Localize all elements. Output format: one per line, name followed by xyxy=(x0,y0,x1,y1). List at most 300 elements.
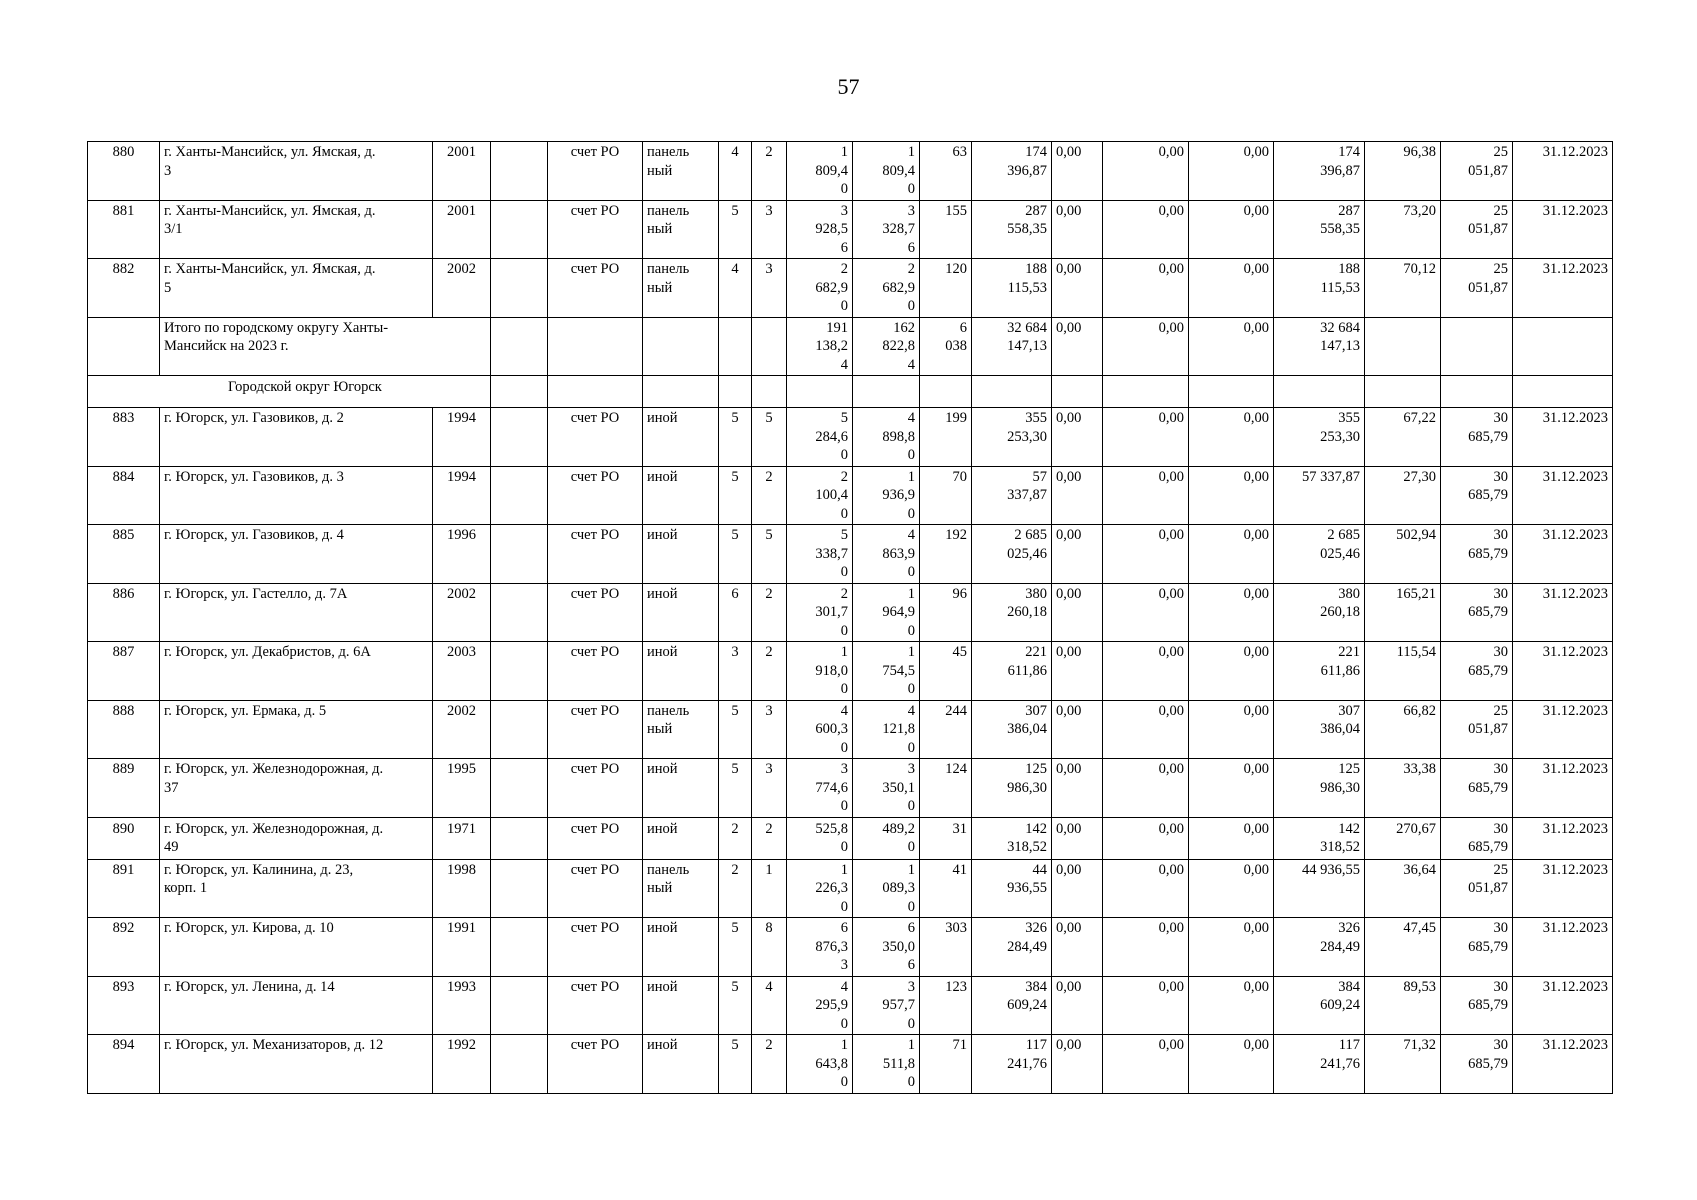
cell-area-total: 3 928,5 6 xyxy=(787,200,853,259)
cell-area-total: 2 100,4 0 xyxy=(787,466,853,525)
cell-empty xyxy=(491,466,548,525)
cell-area-total: 191 138,2 4 xyxy=(787,317,853,376)
cell-cost-c: 0,00 xyxy=(1189,317,1274,376)
cell-cost-owners: 174 396,87 xyxy=(1274,142,1365,201)
capital-repair-table xyxy=(87,141,1613,1094)
cell-area-total: 3 774,6 0 xyxy=(787,759,853,818)
cell-unit-cost: 66,82 xyxy=(1365,700,1441,759)
cell-max-cost: 25 051,87 xyxy=(1441,200,1513,259)
cell-cost-total: 125 986,30 xyxy=(972,759,1052,818)
cell-empty xyxy=(787,376,853,408)
cell-entrances: 1 xyxy=(752,859,787,918)
table-row xyxy=(88,259,1613,318)
cell-cost-c: 0,00 xyxy=(1189,642,1274,701)
cell-unit-cost: 502,94 xyxy=(1365,525,1441,584)
cell-fund: счет РО xyxy=(548,259,643,318)
cell-floors: 5 xyxy=(719,408,752,467)
cell-deadline: 31.12.2023 xyxy=(1513,408,1613,467)
cell-cost-b: 0,00 xyxy=(1103,642,1189,701)
cell-cost-owners: 57 337,87 xyxy=(1274,466,1365,525)
cell-entrances: 2 xyxy=(752,142,787,201)
cell-area-living: 1 754,5 0 xyxy=(853,642,920,701)
cell-material: иной xyxy=(643,408,719,467)
cell-cost-b: 0,00 xyxy=(1103,817,1189,859)
cell-material: иной xyxy=(643,466,719,525)
cell-area-total: 6 876,3 3 xyxy=(787,918,853,977)
cell-deadline: 31.12.2023 xyxy=(1513,142,1613,201)
cell-area-living: 4 863,9 0 xyxy=(853,525,920,584)
section-title: Городской округ Югорск xyxy=(88,376,491,408)
cell-cost-total: 188 115,53 xyxy=(972,259,1052,318)
cell-cost-a: 0,00 xyxy=(1052,1035,1103,1094)
cell-cost-c: 0,00 xyxy=(1189,525,1274,584)
cell-fund: счет РО xyxy=(548,1035,643,1094)
cell-empty xyxy=(1513,376,1613,408)
cell-fund: счет РО xyxy=(548,583,643,642)
cell-year: 1971 xyxy=(433,817,491,859)
cell-address: г. Ханты-Мансийск, ул. Ямская, д. 3 xyxy=(160,142,433,201)
cell-cost-a: 0,00 xyxy=(1052,200,1103,259)
cell-empty xyxy=(548,376,643,408)
cell-entrances: 2 xyxy=(752,466,787,525)
cell-cost-b: 0,00 xyxy=(1103,317,1189,376)
cell-cost-b: 0,00 xyxy=(1103,408,1189,467)
cell-deadline: 31.12.2023 xyxy=(1513,976,1613,1035)
cell-max-cost: 30 685,79 xyxy=(1441,583,1513,642)
cell-area-total: 5 284,6 0 xyxy=(787,408,853,467)
cell-area-total: 2 682,9 0 xyxy=(787,259,853,318)
cell-cost-b: 0,00 xyxy=(1103,259,1189,318)
cell-cost-a: 0,00 xyxy=(1052,408,1103,467)
cell-deadline: 31.12.2023 xyxy=(1513,466,1613,525)
cell-floors: 6 xyxy=(719,583,752,642)
cell-empty xyxy=(491,817,548,859)
cell-entrances: 3 xyxy=(752,759,787,818)
section-header-row xyxy=(88,376,1613,408)
cell-cost-c: 0,00 xyxy=(1189,976,1274,1035)
cell-max-cost: 25 051,87 xyxy=(1441,259,1513,318)
cell-area-total: 5 338,7 0 xyxy=(787,525,853,584)
cell-cost-b: 0,00 xyxy=(1103,859,1189,918)
cell-unit-cost: 27,30 xyxy=(1365,466,1441,525)
cell-material: иной xyxy=(643,642,719,701)
cell-area-living: 2 682,9 0 xyxy=(853,259,920,318)
cell-empty xyxy=(1365,376,1441,408)
table-body xyxy=(88,142,1613,1094)
cell-cost-c: 0,00 xyxy=(1189,918,1274,977)
cell-area-living: 6 350,0 6 xyxy=(853,918,920,977)
cell-address: г. Ханты-Мансийск, ул. Ямская, д. 3/1 xyxy=(160,200,433,259)
cell-area-living: 4 898,8 0 xyxy=(853,408,920,467)
cell-floors: 5 xyxy=(719,466,752,525)
table-row xyxy=(88,642,1613,701)
cell-unit-cost: 70,12 xyxy=(1365,259,1441,318)
cell-address: г. Югорск, ул. Железнодорожная, д. 37 xyxy=(160,759,433,818)
cell-max-cost: 30 685,79 xyxy=(1441,525,1513,584)
table-row xyxy=(88,466,1613,525)
cell-cost-a: 0,00 xyxy=(1052,700,1103,759)
cell-material: иной xyxy=(643,1035,719,1094)
cell-fund: счет РО xyxy=(548,859,643,918)
cell-cost-owners: 44 936,55 xyxy=(1274,859,1365,918)
cell-entrances: 4 xyxy=(752,976,787,1035)
cell-address: г. Югорск, ул. Кирова, д. 10 xyxy=(160,918,433,977)
cell-cost-total: 384 609,24 xyxy=(972,976,1052,1035)
cell-residents: 31 xyxy=(920,817,972,859)
cell-entrances: 3 xyxy=(752,700,787,759)
cell-cost-owners: 142 318,52 xyxy=(1274,817,1365,859)
cell-number: 889 xyxy=(88,759,160,818)
cell-cost-total: 287 558,35 xyxy=(972,200,1052,259)
cell-deadline: 31.12.2023 xyxy=(1513,859,1613,918)
cell-address: г. Югорск, ул. Декабристов, д. 6А xyxy=(160,642,433,701)
cell-empty xyxy=(643,317,719,376)
cell-cost-owners: 125 986,30 xyxy=(1274,759,1365,818)
cell-year: 1996 xyxy=(433,525,491,584)
cell-area-total: 1 643,8 0 xyxy=(787,1035,853,1094)
cell-empty xyxy=(491,259,548,318)
cell-unit-cost: 96,38 xyxy=(1365,142,1441,201)
cell-number: 892 xyxy=(88,918,160,977)
cell-max-cost: 25 051,87 xyxy=(1441,859,1513,918)
cell-number: 890 xyxy=(88,817,160,859)
cell-cost-c: 0,00 xyxy=(1189,1035,1274,1094)
cell-empty xyxy=(491,700,548,759)
cell-cost-total: 117 241,76 xyxy=(972,1035,1052,1094)
cell-floors: 5 xyxy=(719,759,752,818)
page-number: 57 xyxy=(837,74,860,99)
cell-max-cost: 25 051,87 xyxy=(1441,700,1513,759)
table-row xyxy=(88,408,1613,467)
cell-residents: 71 xyxy=(920,1035,972,1094)
cell-empty xyxy=(1274,376,1365,408)
cell-cost-owners: 32 684 147,13 xyxy=(1274,317,1365,376)
cell-address: г. Югорск, ул. Механизаторов, д. 12 xyxy=(160,1035,433,1094)
cell-fund: счет РО xyxy=(548,700,643,759)
cell-deadline: 31.12.2023 xyxy=(1513,259,1613,318)
cell-empty xyxy=(491,859,548,918)
cell-entrances: 3 xyxy=(752,200,787,259)
cell-cost-owners: 287 558,35 xyxy=(1274,200,1365,259)
cell-unit-cost: 115,54 xyxy=(1365,642,1441,701)
cell-fund: счет РО xyxy=(548,759,643,818)
cell-address: г. Югорск, ул. Железнодорожная, д. 49 xyxy=(160,817,433,859)
cell-residents: 155 xyxy=(920,200,972,259)
cell-fund: счет РО xyxy=(548,976,643,1035)
cell-deadline: 31.12.2023 xyxy=(1513,642,1613,701)
cell-material: иной xyxy=(643,976,719,1035)
cell-empty xyxy=(972,376,1052,408)
cell-area-total: 1 918,0 0 xyxy=(787,642,853,701)
cell-cost-total: 221 611,86 xyxy=(972,642,1052,701)
cell-deadline: 31.12.2023 xyxy=(1513,525,1613,584)
cell-cost-total: 57 337,87 xyxy=(972,466,1052,525)
total-row xyxy=(88,317,1613,376)
cell-number xyxy=(88,317,160,376)
cell-cost-b: 0,00 xyxy=(1103,142,1189,201)
cell-number: 888 xyxy=(88,700,160,759)
cell-floors: 5 xyxy=(719,1035,752,1094)
cell-area-total: 1 809,4 0 xyxy=(787,142,853,201)
cell-cost-a: 0,00 xyxy=(1052,317,1103,376)
cell-cost-b: 0,00 xyxy=(1103,759,1189,818)
cell-fund: счет РО xyxy=(548,525,643,584)
cell-area-total: 4 295,9 0 xyxy=(787,976,853,1035)
cell-number: 886 xyxy=(88,583,160,642)
cell-residents: 192 xyxy=(920,525,972,584)
cell-cost-a: 0,00 xyxy=(1052,466,1103,525)
cell-empty xyxy=(491,583,548,642)
cell-unit-cost: 71,32 xyxy=(1365,1035,1441,1094)
cell-area-living: 1 511,8 0 xyxy=(853,1035,920,1094)
table-row xyxy=(88,525,1613,584)
cell-unit-cost: 47,45 xyxy=(1365,918,1441,977)
cell-year: 2002 xyxy=(433,259,491,318)
cell-material: панель ный xyxy=(643,200,719,259)
cell-area-total: 525,8 0 xyxy=(787,817,853,859)
cell-cost-b: 0,00 xyxy=(1103,583,1189,642)
cell-empty xyxy=(1365,317,1441,376)
cell-material: панель ный xyxy=(643,259,719,318)
cell-empty xyxy=(491,317,548,376)
cell-empty xyxy=(719,376,752,408)
cell-cost-c: 0,00 xyxy=(1189,583,1274,642)
cell-address: г. Югорск, ул. Газовиков, д. 3 xyxy=(160,466,433,525)
cell-material: иной xyxy=(643,817,719,859)
cell-number: 885 xyxy=(88,525,160,584)
cell-address: г. Югорск, ул. Калинина, д. 23, корп. 1 xyxy=(160,859,433,918)
cell-year: 1991 xyxy=(433,918,491,977)
cell-empty xyxy=(1189,376,1274,408)
cell-area-living: 1 089,3 0 xyxy=(853,859,920,918)
cell-fund: счет РО xyxy=(548,817,643,859)
total-label: Итого по городскому округу Ханты- Мансийск на 2023 г. xyxy=(160,317,491,376)
cell-year: 1992 xyxy=(433,1035,491,1094)
cell-residents: 244 xyxy=(920,700,972,759)
cell-unit-cost: 36,64 xyxy=(1365,859,1441,918)
cell-deadline: 31.12.2023 xyxy=(1513,583,1613,642)
cell-cost-owners: 2 685 025,46 xyxy=(1274,525,1365,584)
cell-number: 893 xyxy=(88,976,160,1035)
cell-cost-owners: 188 115,53 xyxy=(1274,259,1365,318)
cell-cost-c: 0,00 xyxy=(1189,700,1274,759)
cell-cost-a: 0,00 xyxy=(1052,859,1103,918)
cell-empty xyxy=(491,200,548,259)
cell-cost-a: 0,00 xyxy=(1052,817,1103,859)
cell-area-total: 4 600,3 0 xyxy=(787,700,853,759)
cell-empty xyxy=(491,918,548,977)
cell-number: 891 xyxy=(88,859,160,918)
cell-fund: счет РО xyxy=(548,918,643,977)
cell-floors: 5 xyxy=(719,525,752,584)
cell-deadline: 31.12.2023 xyxy=(1513,817,1613,859)
table-row xyxy=(88,759,1613,818)
cell-cost-total: 174 396,87 xyxy=(972,142,1052,201)
cell-number: 884 xyxy=(88,466,160,525)
cell-residents: 70 xyxy=(920,466,972,525)
cell-empty xyxy=(491,376,548,408)
cell-cost-total: 2 685 025,46 xyxy=(972,525,1052,584)
cell-max-cost: 30 685,79 xyxy=(1441,466,1513,525)
cell-floors: 5 xyxy=(719,976,752,1035)
cell-max-cost: 30 685,79 xyxy=(1441,918,1513,977)
cell-fund: счет РО xyxy=(548,408,643,467)
cell-material: панель ный xyxy=(643,700,719,759)
cell-cost-c: 0,00 xyxy=(1189,200,1274,259)
cell-year: 1993 xyxy=(433,976,491,1035)
cell-max-cost: 30 685,79 xyxy=(1441,408,1513,467)
cell-fund: счет РО xyxy=(548,200,643,259)
cell-cost-a: 0,00 xyxy=(1052,583,1103,642)
cell-floors: 4 xyxy=(719,142,752,201)
cell-cost-b: 0,00 xyxy=(1103,976,1189,1035)
cell-residents: 96 xyxy=(920,583,972,642)
cell-unit-cost: 67,22 xyxy=(1365,408,1441,467)
cell-empty xyxy=(491,408,548,467)
cell-unit-cost: 165,21 xyxy=(1365,583,1441,642)
cell-year: 1998 xyxy=(433,859,491,918)
cell-material: иной xyxy=(643,525,719,584)
cell-residents: 6 038 xyxy=(920,317,972,376)
cell-address: г. Югорск, ул. Газовиков, д. 2 xyxy=(160,408,433,467)
cell-number: 894 xyxy=(88,1035,160,1094)
cell-floors: 4 xyxy=(719,259,752,318)
cell-empty xyxy=(853,376,920,408)
cell-area-living: 162 822,8 4 xyxy=(853,317,920,376)
cell-floors: 3 xyxy=(719,642,752,701)
cell-empty xyxy=(491,1035,548,1094)
cell-cost-owners: 355 253,30 xyxy=(1274,408,1365,467)
cell-year: 2001 xyxy=(433,200,491,259)
cell-address: г. Югорск, ул. Гастелло, д. 7А xyxy=(160,583,433,642)
cell-max-cost: 30 685,79 xyxy=(1441,1035,1513,1094)
cell-deadline: 31.12.2023 xyxy=(1513,700,1613,759)
cell-cost-owners: 384 609,24 xyxy=(1274,976,1365,1035)
cell-area-living: 3 957,7 0 xyxy=(853,976,920,1035)
cell-cost-b: 0,00 xyxy=(1103,918,1189,977)
cell-empty xyxy=(491,142,548,201)
cell-cost-total: 307 386,04 xyxy=(972,700,1052,759)
cell-year: 2002 xyxy=(433,700,491,759)
cell-unit-cost: 73,20 xyxy=(1365,200,1441,259)
cell-number: 881 xyxy=(88,200,160,259)
cell-cost-total: 32 684 147,13 xyxy=(972,317,1052,376)
cell-max-cost: 25 051,87 xyxy=(1441,142,1513,201)
cell-floors: 2 xyxy=(719,817,752,859)
cell-empty xyxy=(719,317,752,376)
cell-year: 1994 xyxy=(433,466,491,525)
cell-area-total: 2 301,7 0 xyxy=(787,583,853,642)
cell-empty xyxy=(920,376,972,408)
cell-empty xyxy=(491,642,548,701)
cell-area-living: 1 936,9 0 xyxy=(853,466,920,525)
cell-cost-c: 0,00 xyxy=(1189,259,1274,318)
cell-cost-owners: 380 260,18 xyxy=(1274,583,1365,642)
cell-address: г. Ханты-Мансийск, ул. Ямская, д. 5 xyxy=(160,259,433,318)
cell-floors: 5 xyxy=(719,200,752,259)
cell-max-cost: 30 685,79 xyxy=(1441,976,1513,1035)
cell-cost-c: 0,00 xyxy=(1189,142,1274,201)
cell-empty xyxy=(491,759,548,818)
cell-material: иной xyxy=(643,759,719,818)
cell-fund: счет РО xyxy=(548,466,643,525)
cell-empty xyxy=(548,317,643,376)
cell-cost-a: 0,00 xyxy=(1052,142,1103,201)
table-row xyxy=(88,142,1613,201)
cell-cost-b: 0,00 xyxy=(1103,525,1189,584)
cell-number: 880 xyxy=(88,142,160,201)
cell-area-living: 3 350,1 0 xyxy=(853,759,920,818)
cell-residents: 123 xyxy=(920,976,972,1035)
cell-entrances: 5 xyxy=(752,525,787,584)
cell-cost-b: 0,00 xyxy=(1103,700,1189,759)
cell-empty xyxy=(752,317,787,376)
cell-year: 2002 xyxy=(433,583,491,642)
cell-year: 2001 xyxy=(433,142,491,201)
cell-cost-owners: 117 241,76 xyxy=(1274,1035,1365,1094)
cell-entrances: 2 xyxy=(752,1035,787,1094)
cell-cost-a: 0,00 xyxy=(1052,259,1103,318)
cell-empty xyxy=(643,376,719,408)
cell-empty xyxy=(1052,376,1103,408)
cell-material: иной xyxy=(643,583,719,642)
cell-empty xyxy=(491,976,548,1035)
cell-cost-a: 0,00 xyxy=(1052,642,1103,701)
cell-residents: 124 xyxy=(920,759,972,818)
cell-area-living: 4 121,8 0 xyxy=(853,700,920,759)
cell-cost-c: 0,00 xyxy=(1189,817,1274,859)
cell-cost-total: 142 318,52 xyxy=(972,817,1052,859)
cell-area-living: 1 964,9 0 xyxy=(853,583,920,642)
cell-address: г. Югорск, ул. Ермака, д. 5 xyxy=(160,700,433,759)
cell-floors: 2 xyxy=(719,859,752,918)
cell-residents: 41 xyxy=(920,859,972,918)
cell-residents: 63 xyxy=(920,142,972,201)
cell-deadline: 31.12.2023 xyxy=(1513,1035,1613,1094)
cell-empty xyxy=(752,376,787,408)
table-row xyxy=(88,583,1613,642)
cell-deadline: 31.12.2023 xyxy=(1513,918,1613,977)
cell-cost-total: 380 260,18 xyxy=(972,583,1052,642)
cell-material: панель ный xyxy=(643,859,719,918)
cell-unit-cost: 89,53 xyxy=(1365,976,1441,1035)
cell-cost-owners: 307 386,04 xyxy=(1274,700,1365,759)
cell-number: 883 xyxy=(88,408,160,467)
cell-area-living: 3 328,7 6 xyxy=(853,200,920,259)
cell-empty xyxy=(1513,317,1613,376)
cell-cost-a: 0,00 xyxy=(1052,525,1103,584)
cell-cost-a: 0,00 xyxy=(1052,976,1103,1035)
cell-cost-b: 0,00 xyxy=(1103,200,1189,259)
cell-cost-b: 0,00 xyxy=(1103,1035,1189,1094)
cell-max-cost: 30 685,79 xyxy=(1441,817,1513,859)
cell-fund: счет РО xyxy=(548,642,643,701)
cell-entrances: 3 xyxy=(752,259,787,318)
cell-cost-c: 0,00 xyxy=(1189,759,1274,818)
cell-material: иной xyxy=(643,918,719,977)
cell-entrances: 2 xyxy=(752,583,787,642)
cell-unit-cost: 270,67 xyxy=(1365,817,1441,859)
cell-entrances: 2 xyxy=(752,642,787,701)
cell-area-living: 1 809,4 0 xyxy=(853,142,920,201)
table-row xyxy=(88,700,1613,759)
cell-cost-a: 0,00 xyxy=(1052,759,1103,818)
cell-max-cost: 30 685,79 xyxy=(1441,642,1513,701)
cell-floors: 5 xyxy=(719,700,752,759)
cell-year: 1994 xyxy=(433,408,491,467)
table-row xyxy=(88,1035,1613,1094)
cell-cost-total: 355 253,30 xyxy=(972,408,1052,467)
